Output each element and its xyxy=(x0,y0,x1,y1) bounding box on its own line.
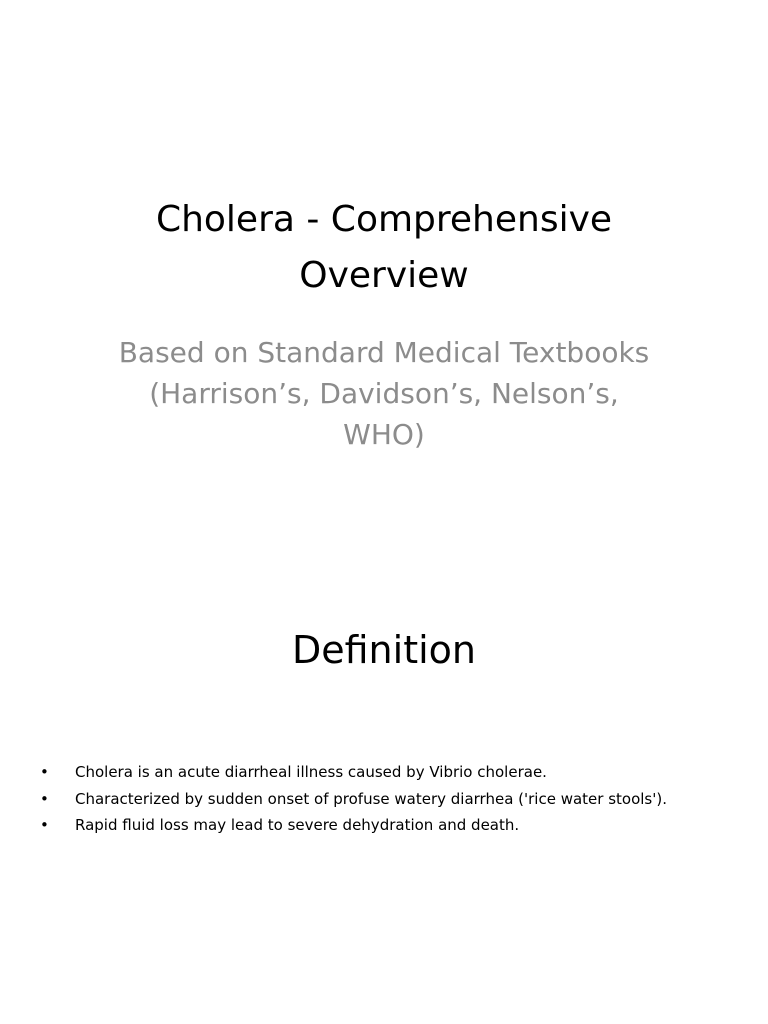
bullet-list xyxy=(40,759,740,839)
bullet-icon: • xyxy=(40,789,49,808)
definition-slide xyxy=(0,576,768,1024)
slide-subtitle: Based on Standard Medical Textbooks (Harrison’s, Davidson’s, Nelson’s, WHO) xyxy=(118,336,650,451)
bullet-icon: • xyxy=(40,763,49,781)
slide-title: Cholera - Comprehensive Overview xyxy=(155,199,613,296)
list-item xyxy=(40,812,740,839)
section-title: Definition xyxy=(291,628,476,672)
bullet-text: Characterized by sudden onset of profuse watery diarrhea ('rice water stools'). xyxy=(75,789,667,808)
bullet-text: Rapid fluid loss may lead to severe dehydration and death. xyxy=(75,816,520,834)
list-item xyxy=(40,759,740,786)
bullet-text: Cholera is an acute diarrheal illness caused by Vibrio cholerae. xyxy=(75,763,547,781)
list-item xyxy=(40,786,740,813)
bullet-icon: • xyxy=(40,816,49,834)
